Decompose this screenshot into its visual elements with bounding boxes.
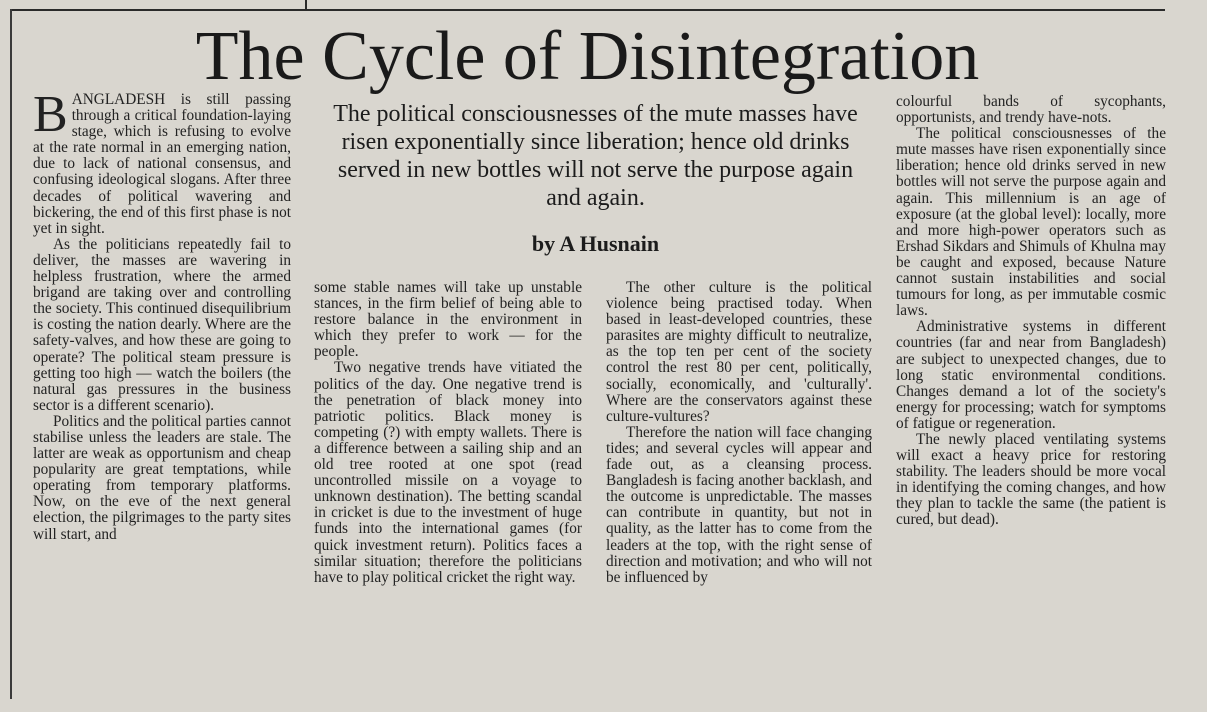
column-3-paragraph-2: Therefore the nation will face changing tides; and several cycles will appear and fade out, as a cleansing process. Bangladesh is facing another backlash, and the outcome is unpredictable. The masses can contribute in quantity, but not in quality, as the latter has to come from the leaders at the top, with the right sense of direction and motivation; and who will not be influenced by — [606, 423, 872, 586]
column-3-paragraph-1: The other culture is the political violence being practised today. When based in least-developed countries, these parasites are mighty difficult to neutralize, as the top ten per cent of the society control the rest 80 per cent, politically, socially, economically, and 'culturally'. Where are the conservators against these culture-vultures? — [606, 279, 872, 425]
column-1-paragraph-1 — [33, 86, 291, 237]
column-4-paragraph-0: colourful bands of sycophants, opportunists, and trendy have-nots. — [896, 93, 1166, 127]
byline: by A Husnain — [531, 231, 660, 256]
column-4-paragraph-1: The political consciousnesses of the mute masses have risen exponentially since liberation; hence old drinks served in new bottles will not serve the purpose again and again. This millennium is an age of exposure (at the global level): locally, more and more high-power operators such as Ershad Sikdars and Shimuls of Khulna may be caught and exposed, because Nature cannot sustain instabilities and social tumours for long, as per immutable cosmic laws. — [896, 125, 1166, 320]
column-3 — [606, 280, 872, 586]
drop-cap: B — [33, 86, 68, 143]
column-1-paragraph-2: As the politicians repeatedly fail to deliver, the masses are wavering in helpless frustration, where the armed brigand are taking over and controlling the society. This continued disequilibrium is costing the nation dearly. Where are the safety-valves, and how these are going to operate? The political steam pressure is getting too high — watch the boilers (the natural gas pressures in the business sector is a different scenario). — [33, 235, 291, 414]
pull-quote: The political consciousnesses of the mute masses have risen exponentially since liberation; hence old drinks served in new bottles will not serve the purpose again and again. — [333, 101, 858, 211]
column-1-paragraph-3: Politics and the political parties cannot stabilise unless the leaders are stale. The latter are weak as opportunism and cheap popularity are great temptations, while operating from temporary platforms. Now, on the eve of the next general election, the pilgrimages to the party sites will start, and — [33, 412, 291, 543]
column-2-paragraph-2: Two negative trends have vitiated the politics of the day. One negative trend is the penetration of black money into patriotic politics. Black money is competing (?) with empty wallets. There is a difference between a sailing ship and an old tree rooted at one spot (read uncontrolled missile on a voyage to unknown destination). The betting scandal in cricket is due to the investment of huge funds into the international games (for quick investment return). Politics faces a similar situation; therefore the politicians have to play political cricket the right way. — [314, 359, 582, 586]
top-rule-tick — [305, 0, 307, 10]
column-1-paragraph-1-text: ANGLADESH is still passing through a critical foundation-laying stage, which is refusing to evolve at the rate normal in an emerging nation, due to lack of national consensus, and confusing ideological slogans. After three decades of political wavering and bickering, the end of this first phase is not yet in sight. — [33, 91, 291, 237]
column-4-paragraph-3: The newly placed ventilating systems will exact a heavy price for restoring stability. The leaders should be more vocal in identifying the coming changes, and how they plan to tackle the same (the patient is cured, but dead). — [896, 430, 1166, 529]
left-rule — [10, 9, 12, 699]
column-4 — [896, 94, 1166, 529]
headline: The Cycle of Disintegration — [195, 18, 980, 95]
column-2 — [314, 280, 582, 586]
column-1 — [33, 86, 291, 543]
top-rule — [10, 9, 1165, 11]
column-2-paragraph-1: some stable names will take up unstable stances, in the firm belief of being able to restore balance in the environment in which they prefer to work — for the people. — [314, 279, 582, 361]
column-4-paragraph-2: Administrative systems in different countries (far and near from Bangladesh) are subject to unexpected changes, due to long static environmental conditions. Changes demand a lot of the society's energy for processing; watch for symptoms of fatigue or regeneration. — [896, 318, 1166, 432]
